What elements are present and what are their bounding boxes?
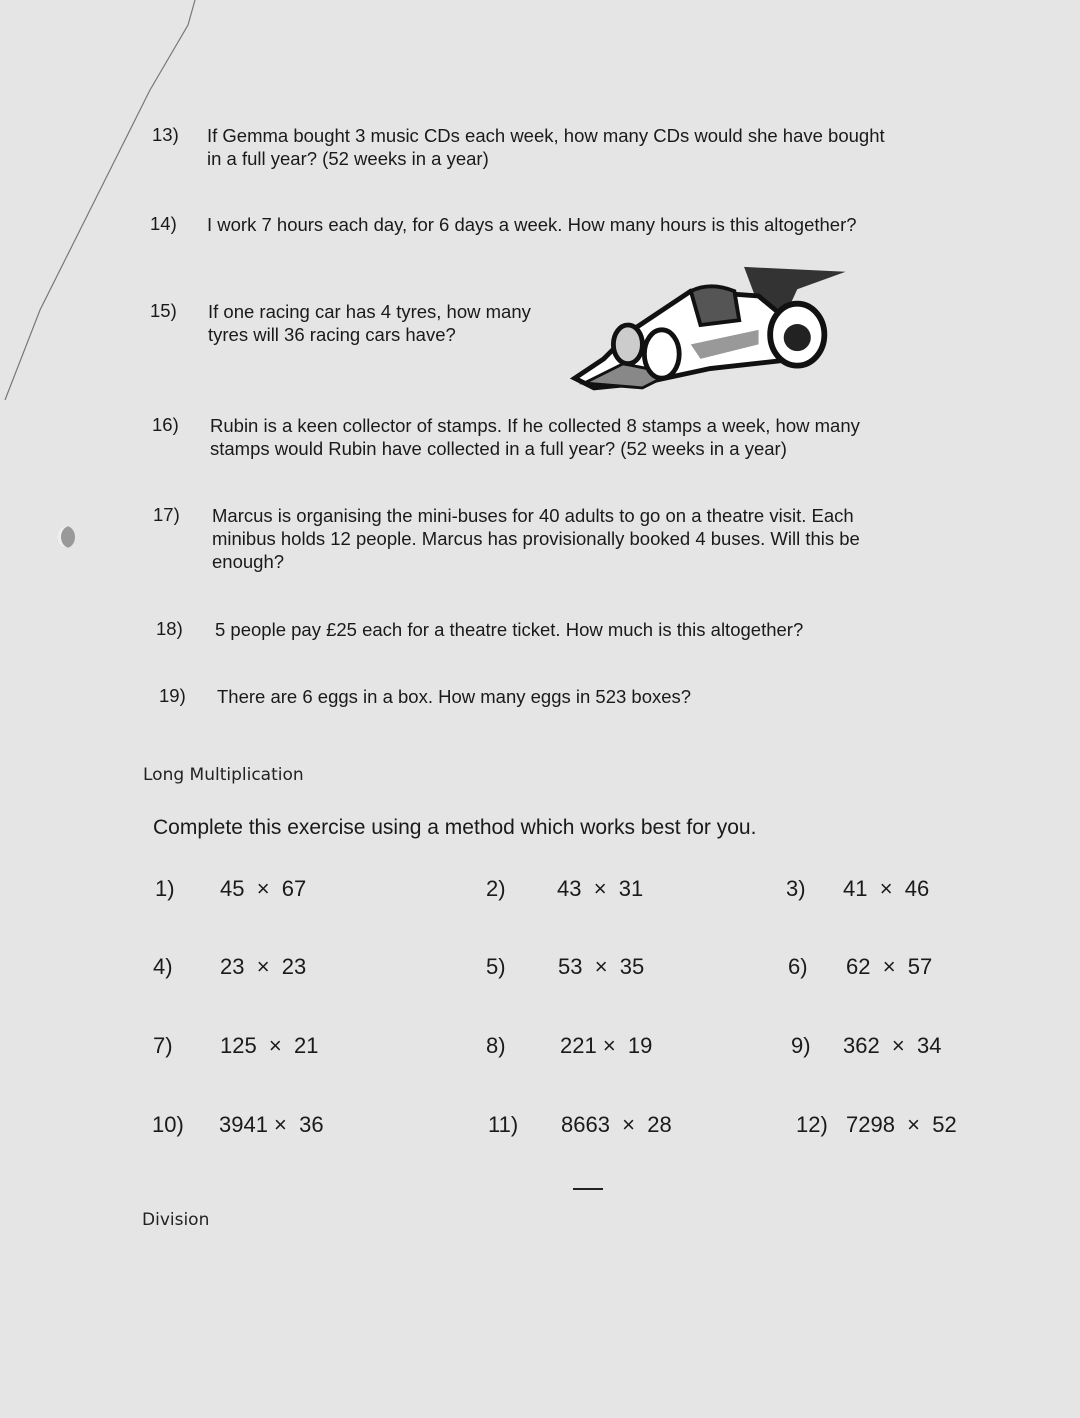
section-heading-long-multiplication: Long Multiplication <box>143 765 304 785</box>
dash-mark <box>573 1188 603 1190</box>
problem-number: 12) <box>796 1112 828 1137</box>
problem-number: 4) <box>153 954 173 979</box>
problem-number: 10) <box>152 1112 184 1137</box>
problem-number: 6) <box>788 954 808 979</box>
problem-expression: 7298 × 52 <box>846 1112 957 1137</box>
problem-expression: 362 × 34 <box>843 1033 942 1058</box>
problem-number: 2) <box>486 876 506 901</box>
question-number: 18) <box>156 618 183 639</box>
problem-expression: 53 × 35 <box>558 954 645 979</box>
question-text: If one racing car has 4 tyres, how many <box>208 301 531 322</box>
problem-number: 11) <box>488 1112 519 1137</box>
problem-number: 3) <box>786 876 806 901</box>
problem-expression: 41 × 46 <box>843 876 930 901</box>
question-text: minibus holds 12 people. Marcus has provisionally booked 4 buses. Will this be <box>212 528 860 549</box>
pen-line-mark <box>0 0 200 410</box>
problem-expression: 3941 × 36 <box>219 1112 324 1137</box>
problem-expression: 45 × 67 <box>220 876 307 901</box>
problem-expression: 221 × 19 <box>560 1033 653 1058</box>
question-number: 17) <box>153 504 180 525</box>
instruction-text: Complete this exercise using a method which works best for you. <box>153 816 757 839</box>
problem-number: 9) <box>791 1033 811 1058</box>
question-text: tyres will 36 racing cars have? <box>208 324 456 345</box>
problem-expression: 8663 × 28 <box>561 1112 672 1137</box>
section-heading-division: Division <box>142 1210 210 1230</box>
problem-number: 7) <box>153 1033 173 1058</box>
question-text: Marcus is organising the mini-buses for 40 adults to go on a theatre visit. Each <box>212 505 854 526</box>
problem-expression: 23 × 23 <box>220 954 307 979</box>
question-number: 13) <box>152 124 179 145</box>
problem-expression: 43 × 31 <box>557 876 644 901</box>
problem-number: 8) <box>486 1033 506 1058</box>
question-text: I work 7 hours each day, for 6 days a week. How many hours is this altogether? <box>207 214 857 235</box>
hole-punch-mark <box>57 526 75 548</box>
question-text: Rubin is a keen collector of stamps. If he collected 8 stamps a week, how many <box>210 415 860 436</box>
question-number: 15) <box>150 300 177 321</box>
question-number: 16) <box>152 414 179 435</box>
question-number: 19) <box>159 685 186 706</box>
problem-number: 5) <box>486 954 506 979</box>
question-text: in a full year? (52 weeks in a year) <box>207 148 489 169</box>
question-text: 5 people pay £25 each for a theatre ticket. How much is this altogether? <box>215 619 804 640</box>
problem-number: 1) <box>155 876 175 901</box>
question-number: 14) <box>150 213 177 234</box>
question-text: There are 6 eggs in a box. How many eggs in 523 boxes? <box>217 686 692 707</box>
question-text: If Gemma bought 3 music CDs each week, how many CDs would she have bought <box>207 125 885 146</box>
question-text: enough? <box>212 551 285 572</box>
problem-expression: 125 × 21 <box>220 1033 319 1058</box>
racing-car-image <box>565 250 865 400</box>
question-text: stamps would Rubin have collected in a full year? (52 weeks in a year) <box>210 438 787 459</box>
problem-expression: 62 × 57 <box>846 954 933 979</box>
